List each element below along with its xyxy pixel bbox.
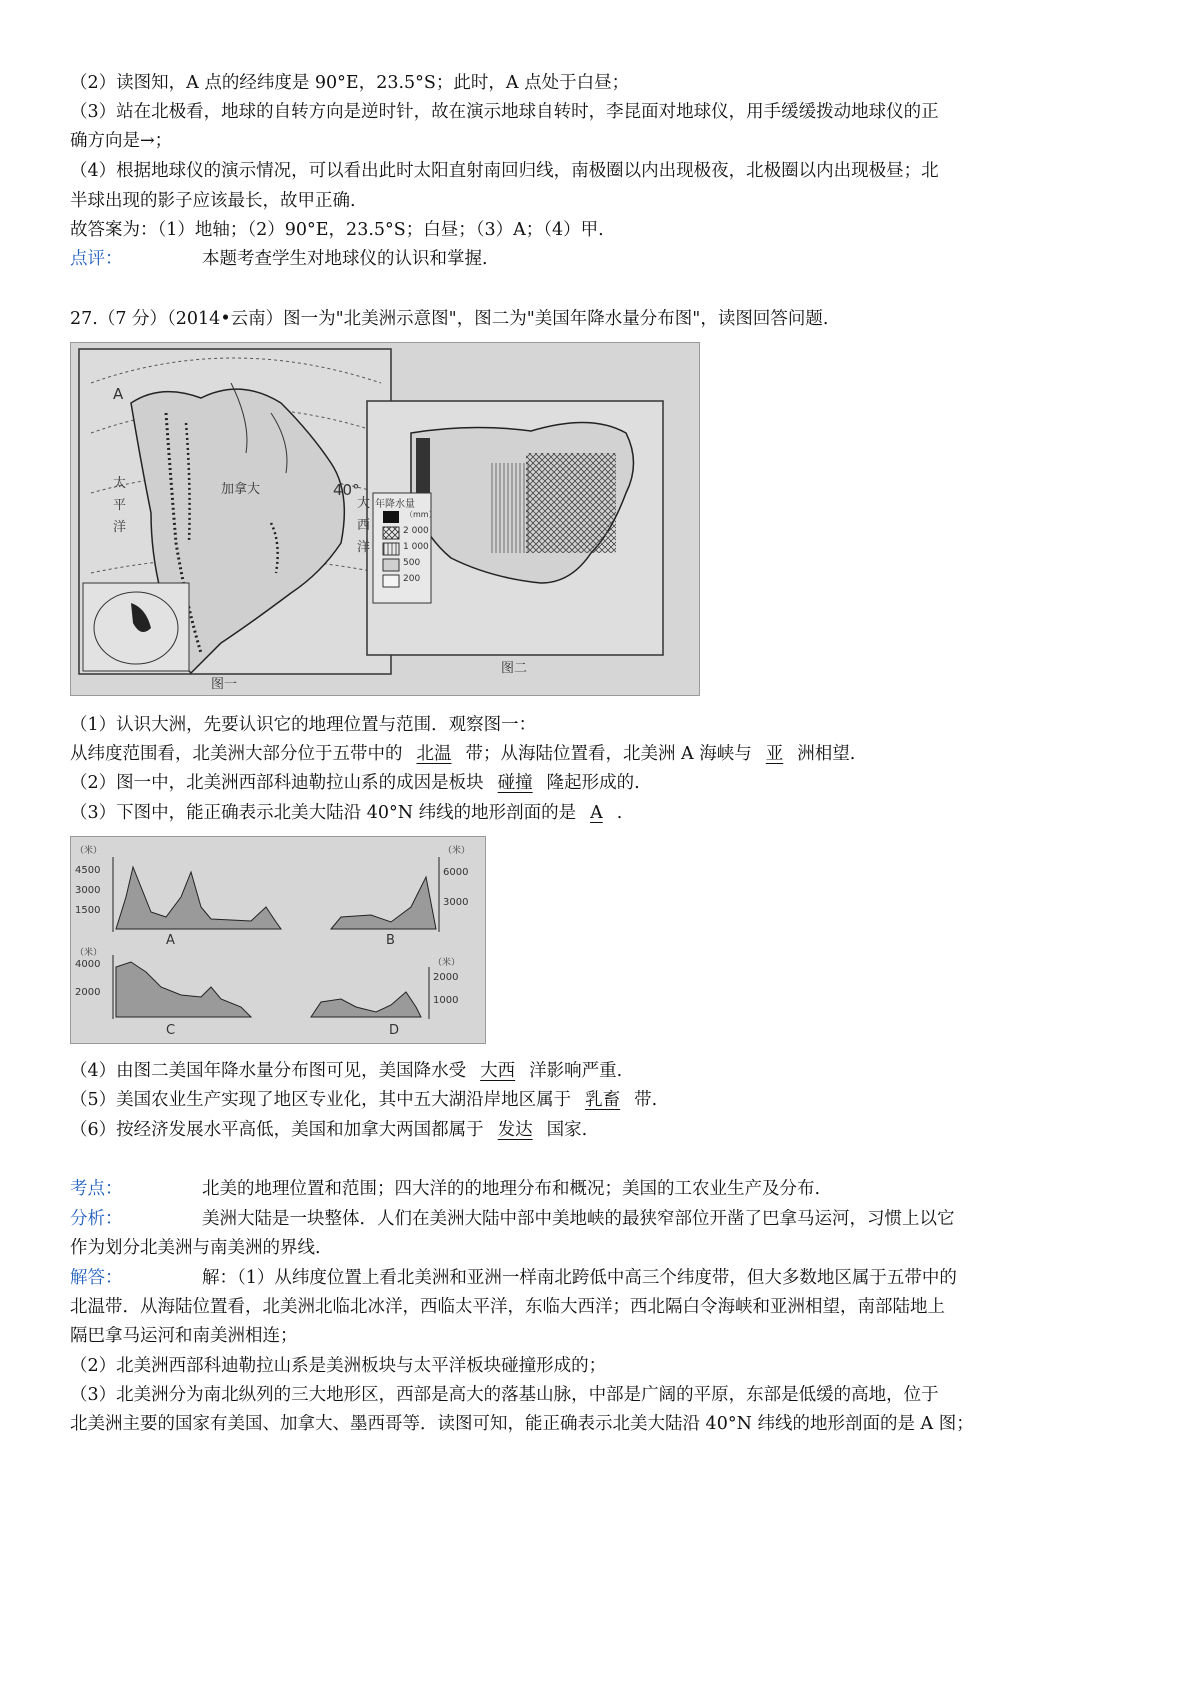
text-segment: （6）按经济发展水平高低，美国和加拿大两国都属于 [70,1120,484,1140]
terrain-profile-figure [70,836,486,1044]
comment-label: 点评： [70,249,123,269]
answer-blank: 北温 [416,744,452,764]
legend-value: 200 [403,574,421,584]
text-line: 北温带．从海陆位置看，北美洲北临北冰洋，西临太平洋，东临大西洋；西北隔白令海峡和亚洲相望，南部陆地上 [70,1297,945,1317]
pacific-label: 太平洋 [113,476,127,535]
point-a-label: A [113,385,124,403]
jieda-label: 解答： [70,1268,123,1288]
answer-blank: 发达 [497,1120,533,1140]
text-segment: 从纬度范围看，北美洲大部分位于五带中的 [70,744,403,764]
question-27-title: 27.（7 分）（2014•云南）图一为"北美洲示意图"，图二为"美国年降水量分布图"，读图回答问题. [70,309,829,329]
text-segment: 带. [634,1090,658,1110]
profile-tick: 2000 [433,972,459,983]
answer-line [70,770,640,796]
profile-tick: 1500 [75,905,101,916]
legend-value: 1 000 [403,542,429,552]
text-line: （1）认识大洲，先要认识它的地理位置与范围．观察图一： [70,715,537,735]
profile-c-label: C [166,1023,176,1038]
profile-tick: 1000 [433,995,459,1006]
text-line: （2）北美洲西部科迪勒拉山系是美洲板块与太平洋板块碰撞形成的； [70,1356,607,1376]
text-segment: （2）图一中，北美洲西部科迪勒拉山系的成因是板块 [70,773,484,793]
text-line: 确方向是→； [70,131,173,151]
jieda-text: 解：（1）从纬度位置上看北美洲和亚洲一样南北跨低中高三个纬度带，但大多数地区属于五带中的 [202,1268,957,1288]
text-segment: 洋影响严重. [529,1061,623,1081]
text-segment: （5）美国农业生产实现了地区专业化，其中五大湖沿岸地区属于 [70,1090,572,1110]
profile-tick: 2000 [75,987,101,998]
fenxi-line [70,1206,955,1232]
profile-unit: （米） [433,958,461,968]
answer-blank: 乳畜 [585,1090,621,1110]
fenxi-label: 分析： [70,1209,123,1229]
text-segment: 洲相望. [797,744,856,764]
profile-unit: （米） [443,846,471,856]
answer-blank: 亚 [765,744,784,764]
kaodian-label: 考点： [70,1179,123,1199]
comment-line [70,246,488,272]
kaodian-line [70,1176,820,1202]
figure-one-label: 图一 [211,677,238,692]
profile-tick: 3000 [75,885,101,896]
text-segment: 带；从海陆位置看，北美洲 A 海峡与 [465,744,752,764]
answer-blank: A [590,803,603,823]
profile-drawing [71,837,485,1043]
canada-label: 加拿大 [221,482,261,497]
comment-text: 本题考查学生对地球仪的认识和掌握. [202,249,488,269]
text-segment: （3）下图中，能正确表示北美大陆沿 40°N 纬线的地形剖面的是 [70,803,577,823]
answer-blank: 碰撞 [497,773,533,793]
text-line: 半球出现的影子应该最长，故甲正确. [70,191,356,211]
fenxi-text: 美洲大陆是一块整体．人们在美洲大陆中部中美地峡的最狭窄部位开凿了巴拿马运河，习惯上以它 [202,1209,955,1229]
text-segment: 隆起形成的. [546,773,640,793]
text-line: （3）站在北极看，地球的自转方向是逆时针，故在演示地球自转时，李昆面对地球仪，用手缓缓拨动地球仪的正 [70,102,939,122]
profile-tick: 6000 [443,867,469,878]
profile-unit: （米） [75,846,103,856]
answer-line [70,1058,622,1084]
text-line: 作为划分北美洲与南美洲的界线. [70,1238,321,1258]
profile-tick: 4000 [75,959,101,970]
profile-unit: （米） [75,948,103,958]
text-line: （2）读图知，A 点的经纬度是 90°E，23.5°S；此时，A 点处于白昼； [70,73,630,93]
text-line: （4）根据地球仪的演示情况，可以看出此时太阳直射南回归线，南极圈以内出现极夜，北极圈以内出现极昼；北 [70,161,939,181]
profile-tick: 4500 [75,865,101,876]
profile-a-label: A [166,933,175,948]
legend-title: 年降水量 [375,499,415,510]
map-drawing [71,343,699,695]
text-segment: . [616,803,623,823]
text-line: 北美洲主要的国家有美国、加拿大、墨西哥等．读图可知，能正确表示北美大陆沿 40°N 纬线的地形剖面的是 A 图； [70,1414,974,1434]
atlantic-label: 大西洋 [357,496,371,555]
text-segment: 国家. [546,1120,588,1140]
answer-line [70,741,855,767]
legend-value: 500 [403,558,421,568]
north-america-map-figure [70,342,700,696]
text-line: 隔巴拿马运河和南美洲相连； [70,1326,298,1346]
profile-b-label: B [386,933,395,948]
answer-blank: 大西 [480,1061,516,1081]
legend-unit: （mm） [405,510,437,519]
legend-value: 2 000 [403,526,429,536]
profile-tick: 3000 [443,897,469,908]
figure-two-label: 图二 [501,661,528,676]
latitude-label: 40° [333,481,360,499]
text-segment: （4）由图二美国年降水量分布图可见，美国降水受 [70,1061,467,1081]
text-line: 故答案为：（1）地轴；（2）90°E，23.5°S；白昼；（3）A；（4）甲. [70,220,604,240]
profile-d-label: D [389,1023,400,1038]
answer-line [70,1087,657,1113]
text-line: （3）北美洲分为南北纵列的三大地形区，西部是高大的落基山脉，中部是广阔的平原，东部是低缓的高地，位于 [70,1385,939,1405]
answer-line [70,800,622,826]
kaodian-text: 北美的地理位置和范围；四大洋的的地理分布和概况；美国的工农业生产及分布. [202,1179,821,1199]
answer-line [70,1117,587,1143]
jieda-line [70,1265,957,1291]
